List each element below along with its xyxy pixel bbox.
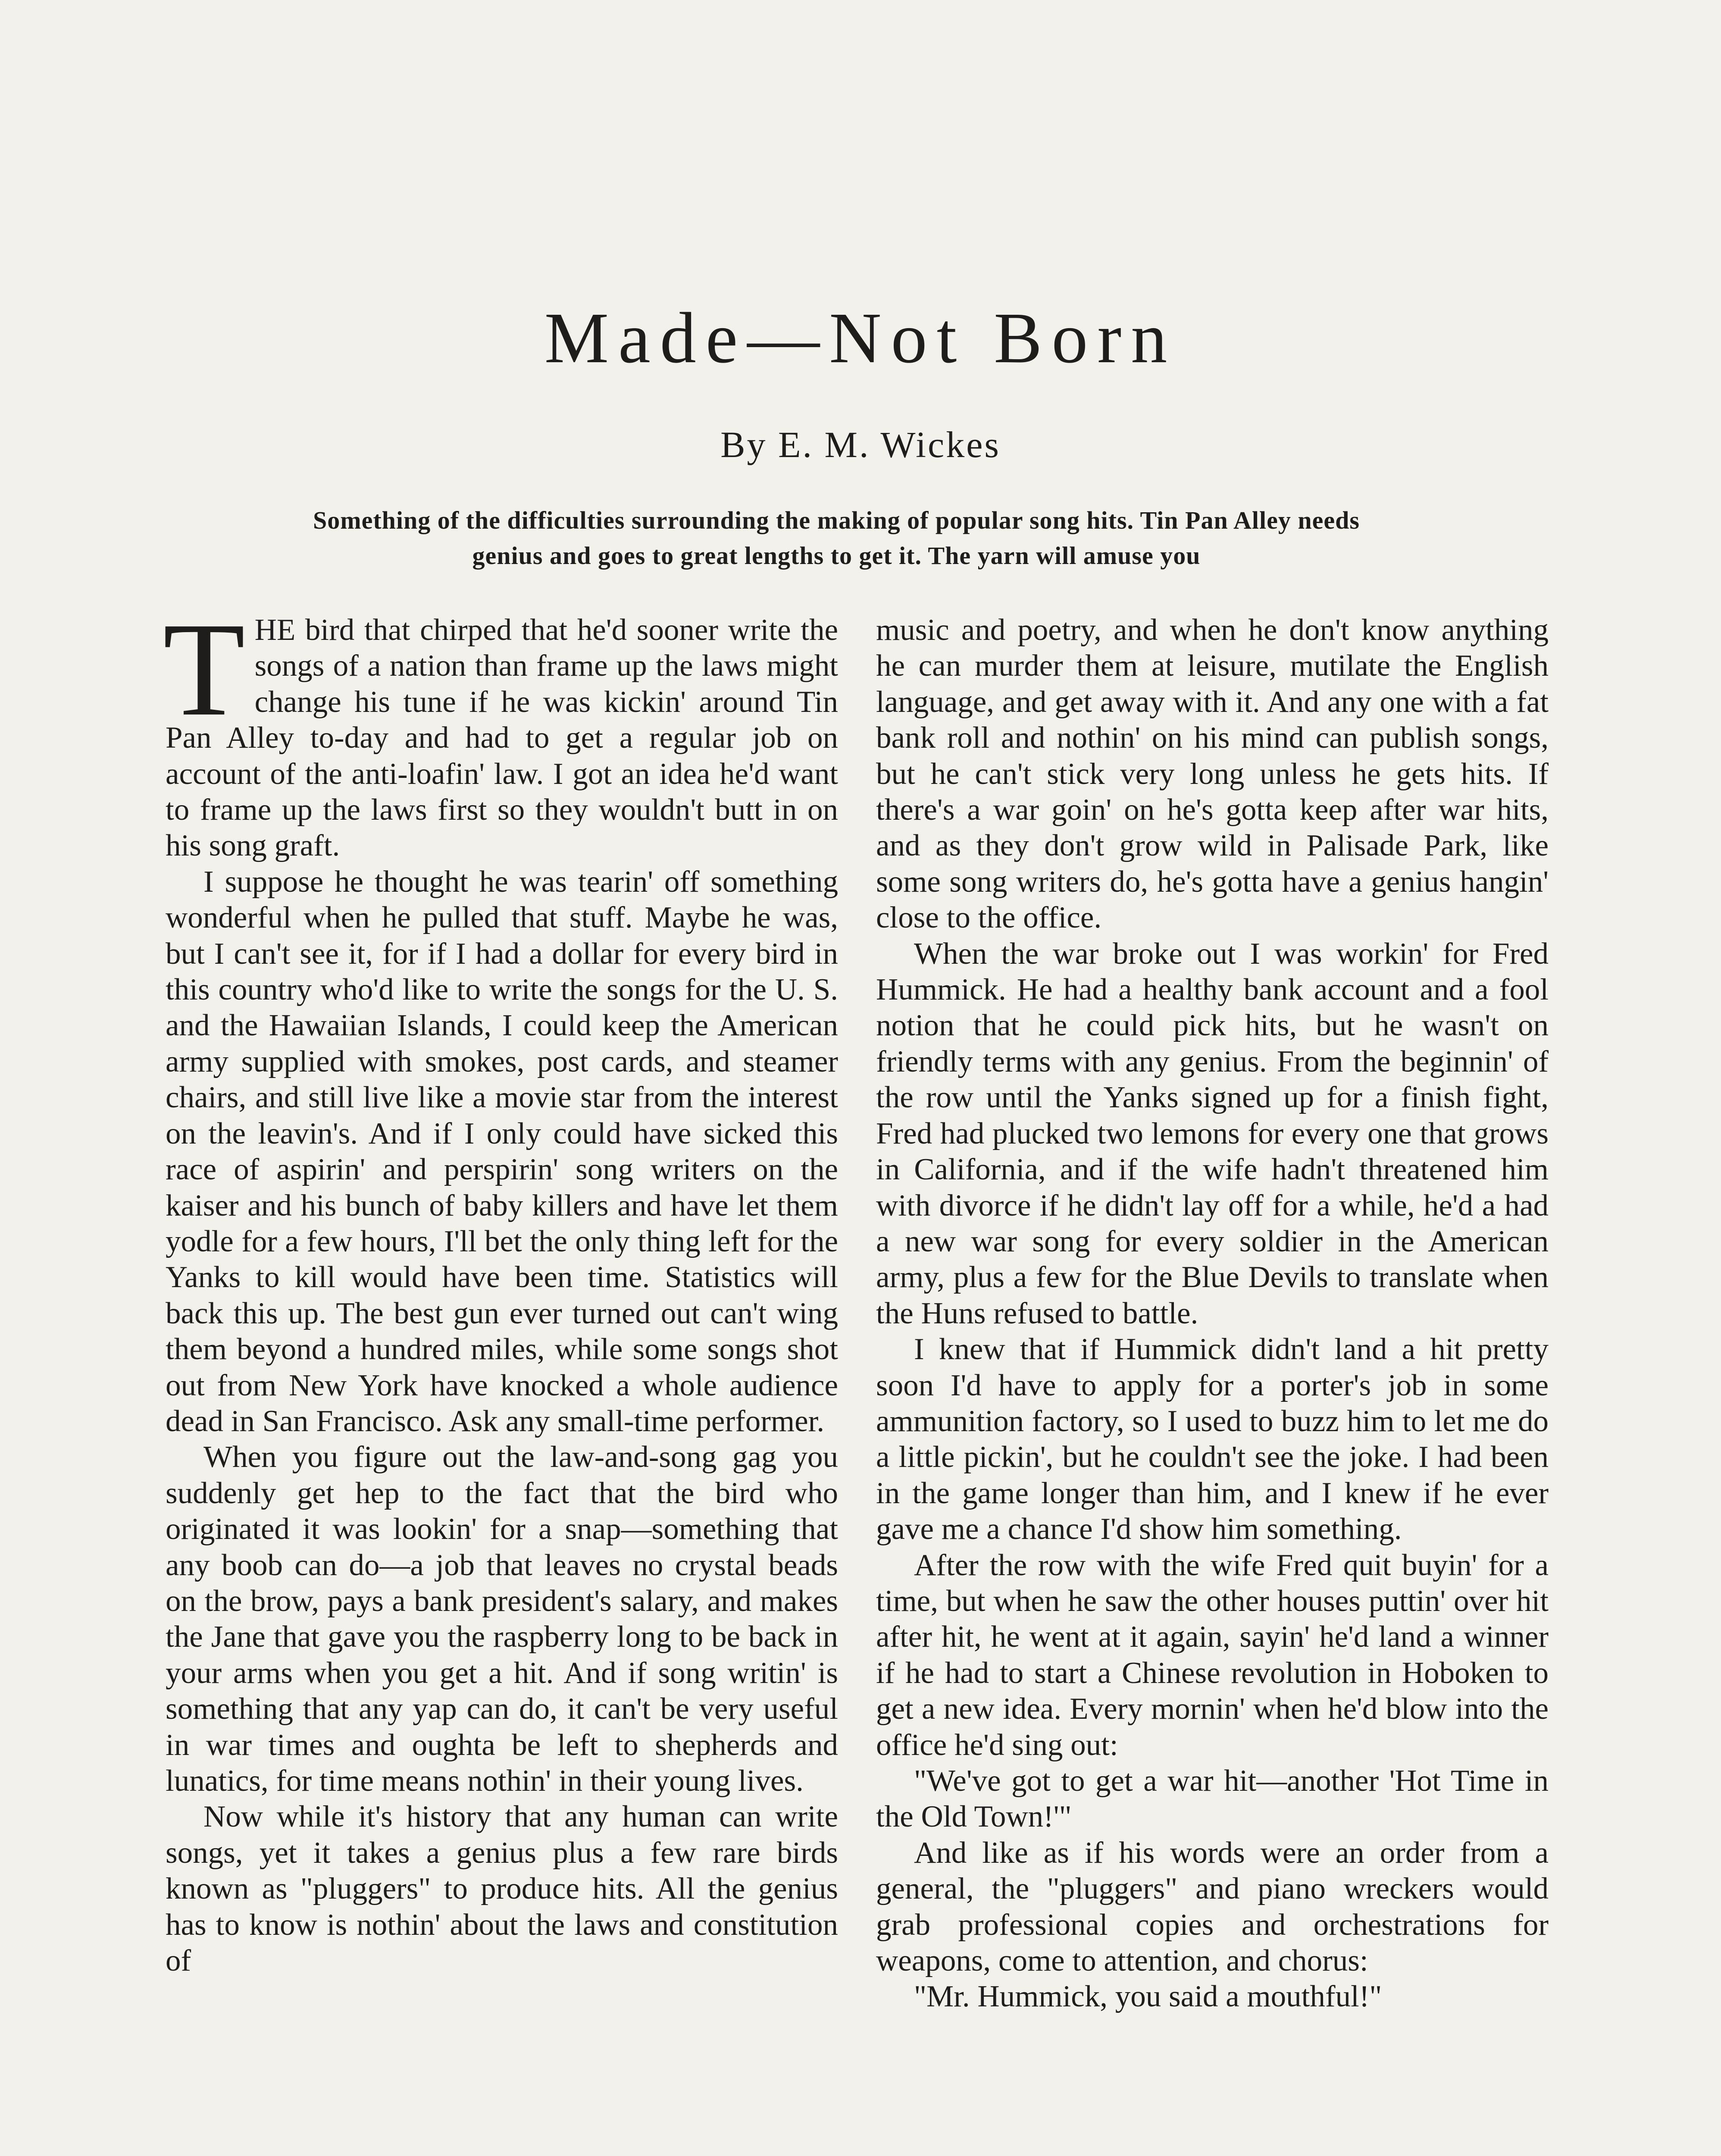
paragraph (163, 595, 838, 864)
article-byline: By E. M. Wickes (720, 424, 1001, 465)
right-column (876, 612, 1549, 2156)
paragraph-text: HE bird that chirped that he'd sooner write the songs of a nation than frame up the laws might change his tune if he was kickin' around Tin Pan Alley to-day and had to get a regular job on account of the anti-loafin' law. I got an idea he'd want to frame up the laws first so they wouldn't butt in on his song graft. (166, 613, 838, 863)
paragraph: I suppose he thought he was tearin' off something wonderful when he pulled that stuff. Maybe he was, but I can't see it, for if I had a dollar for every bird in this country who'd like to write the songs for the U. S. and the Hawaiian Islands, I could keep the American army supplied with smokes, post cards, and steamer chairs, and still live like a movie star from the interest on the leavin's. And if I only could have sicked this race of aspirin' and perspirin' song writers on the kaiser and his bunch of baby killers and have let them yodle for a few hours, I'll bet the only thing left for the Yanks to kill would have been time. Statistics will back this up. The best gun ever turned out can't wing them beyond a hundred miles, while some songs shot out from New York have knocked a whole audience dead in San Francisco. Ask any small-time performer. (166, 865, 838, 1438)
article-subtitle: Something of the difficulties surrounding the making of popular song hits. Tin Pan Alley needs genius and goes to great lengths to get it. The yarn will amuse you (313, 506, 1360, 570)
paragraph: music and poetry, and when he don't know anything he can murder them at leisure, mutilate the English language, and get away with it. And any one with a fat bank roll and nothin' on his mind can publish songs, but he can't stick very long unless he gets hits. If there's a war goin' on he's gotta keep after war hits, and as they don't grow wild in Palisade Park, like some song writers do, he's gotta have a genius hangin' close to the office. (876, 613, 1549, 935)
paragraph: When you figure out the law-and-song gag you suddenly get hep to the fact that the bird who originated it was lookin' for a snap—something that any boob can do—a job that leaves no crystal beads on the brow, pays a bank president's salary, and makes the Jane that gave you the raspberry long to be back in your arms when you get a hit. And if song writin' is something that any yap can do, it can't be very useful in war times and oughta be left to shepherds and lunatics, for time means nothin' in their young lives. (166, 1440, 838, 1798)
paragraph: And like as if his words were an order from a general, the "pluggers" and piano wreckers would grab professional copies and orchestrations for weapons, come to attention, and chorus: (876, 1836, 1549, 1978)
paragraph: I knew that if Hummick didn't land a hit pretty soon I'd have to apply for a porter's job in some ammunition factory, so I used to buzz him to let me do a little pickin', but he couldn't see the joke. I had been in the game longer than him, and I knew if he ever gave me a chance I'd show him something. (876, 1332, 1549, 1546)
drop-cap: T (163, 595, 245, 744)
article-title: Made—Not Born (544, 298, 1177, 378)
left-column (163, 595, 838, 2156)
paragraph: Now while it's history that any human can write songs, yet it takes a genius plus a few rare birds known as "pluggers" to produce hits. All the genius has to know is nothin' about the laws and constitution of (166, 1800, 838, 1978)
paragraph: After the row with the wife Fred quit buyin' for a time, but when he saw the other houses puttin' over hit after hit, he went at it again, sayin' he'd land a winner if he had to start a Chinese revolution in Hoboken to get a new idea. Every mornin' when he'd blow into the office he'd sing out: (876, 1548, 1549, 1762)
paragraph: "Mr. Hummick, you said a mouthful!" (914, 1980, 1382, 2014)
paragraph: When the war broke out I was workin' for Fred Hummick. He had a healthy bank account and a fool notion that he could pick hits, but he wasn't on friendly terms with any genius. From the beginnin' of the row until the Yanks signed up for a finish fight, Fred had plucked two lemons for every one that grows in California, and if the wife hadn't threatened him with divorce if he didn't lay off for a while, he'd a had a new war song for every soldier in the American army, plus a few for the Blue Devils to translate when the Huns refused to battle. (876, 937, 1549, 1330)
paragraph: "We've got to get a war hit—another 'Hot Time in the Old Town!'" (876, 1764, 1549, 1834)
